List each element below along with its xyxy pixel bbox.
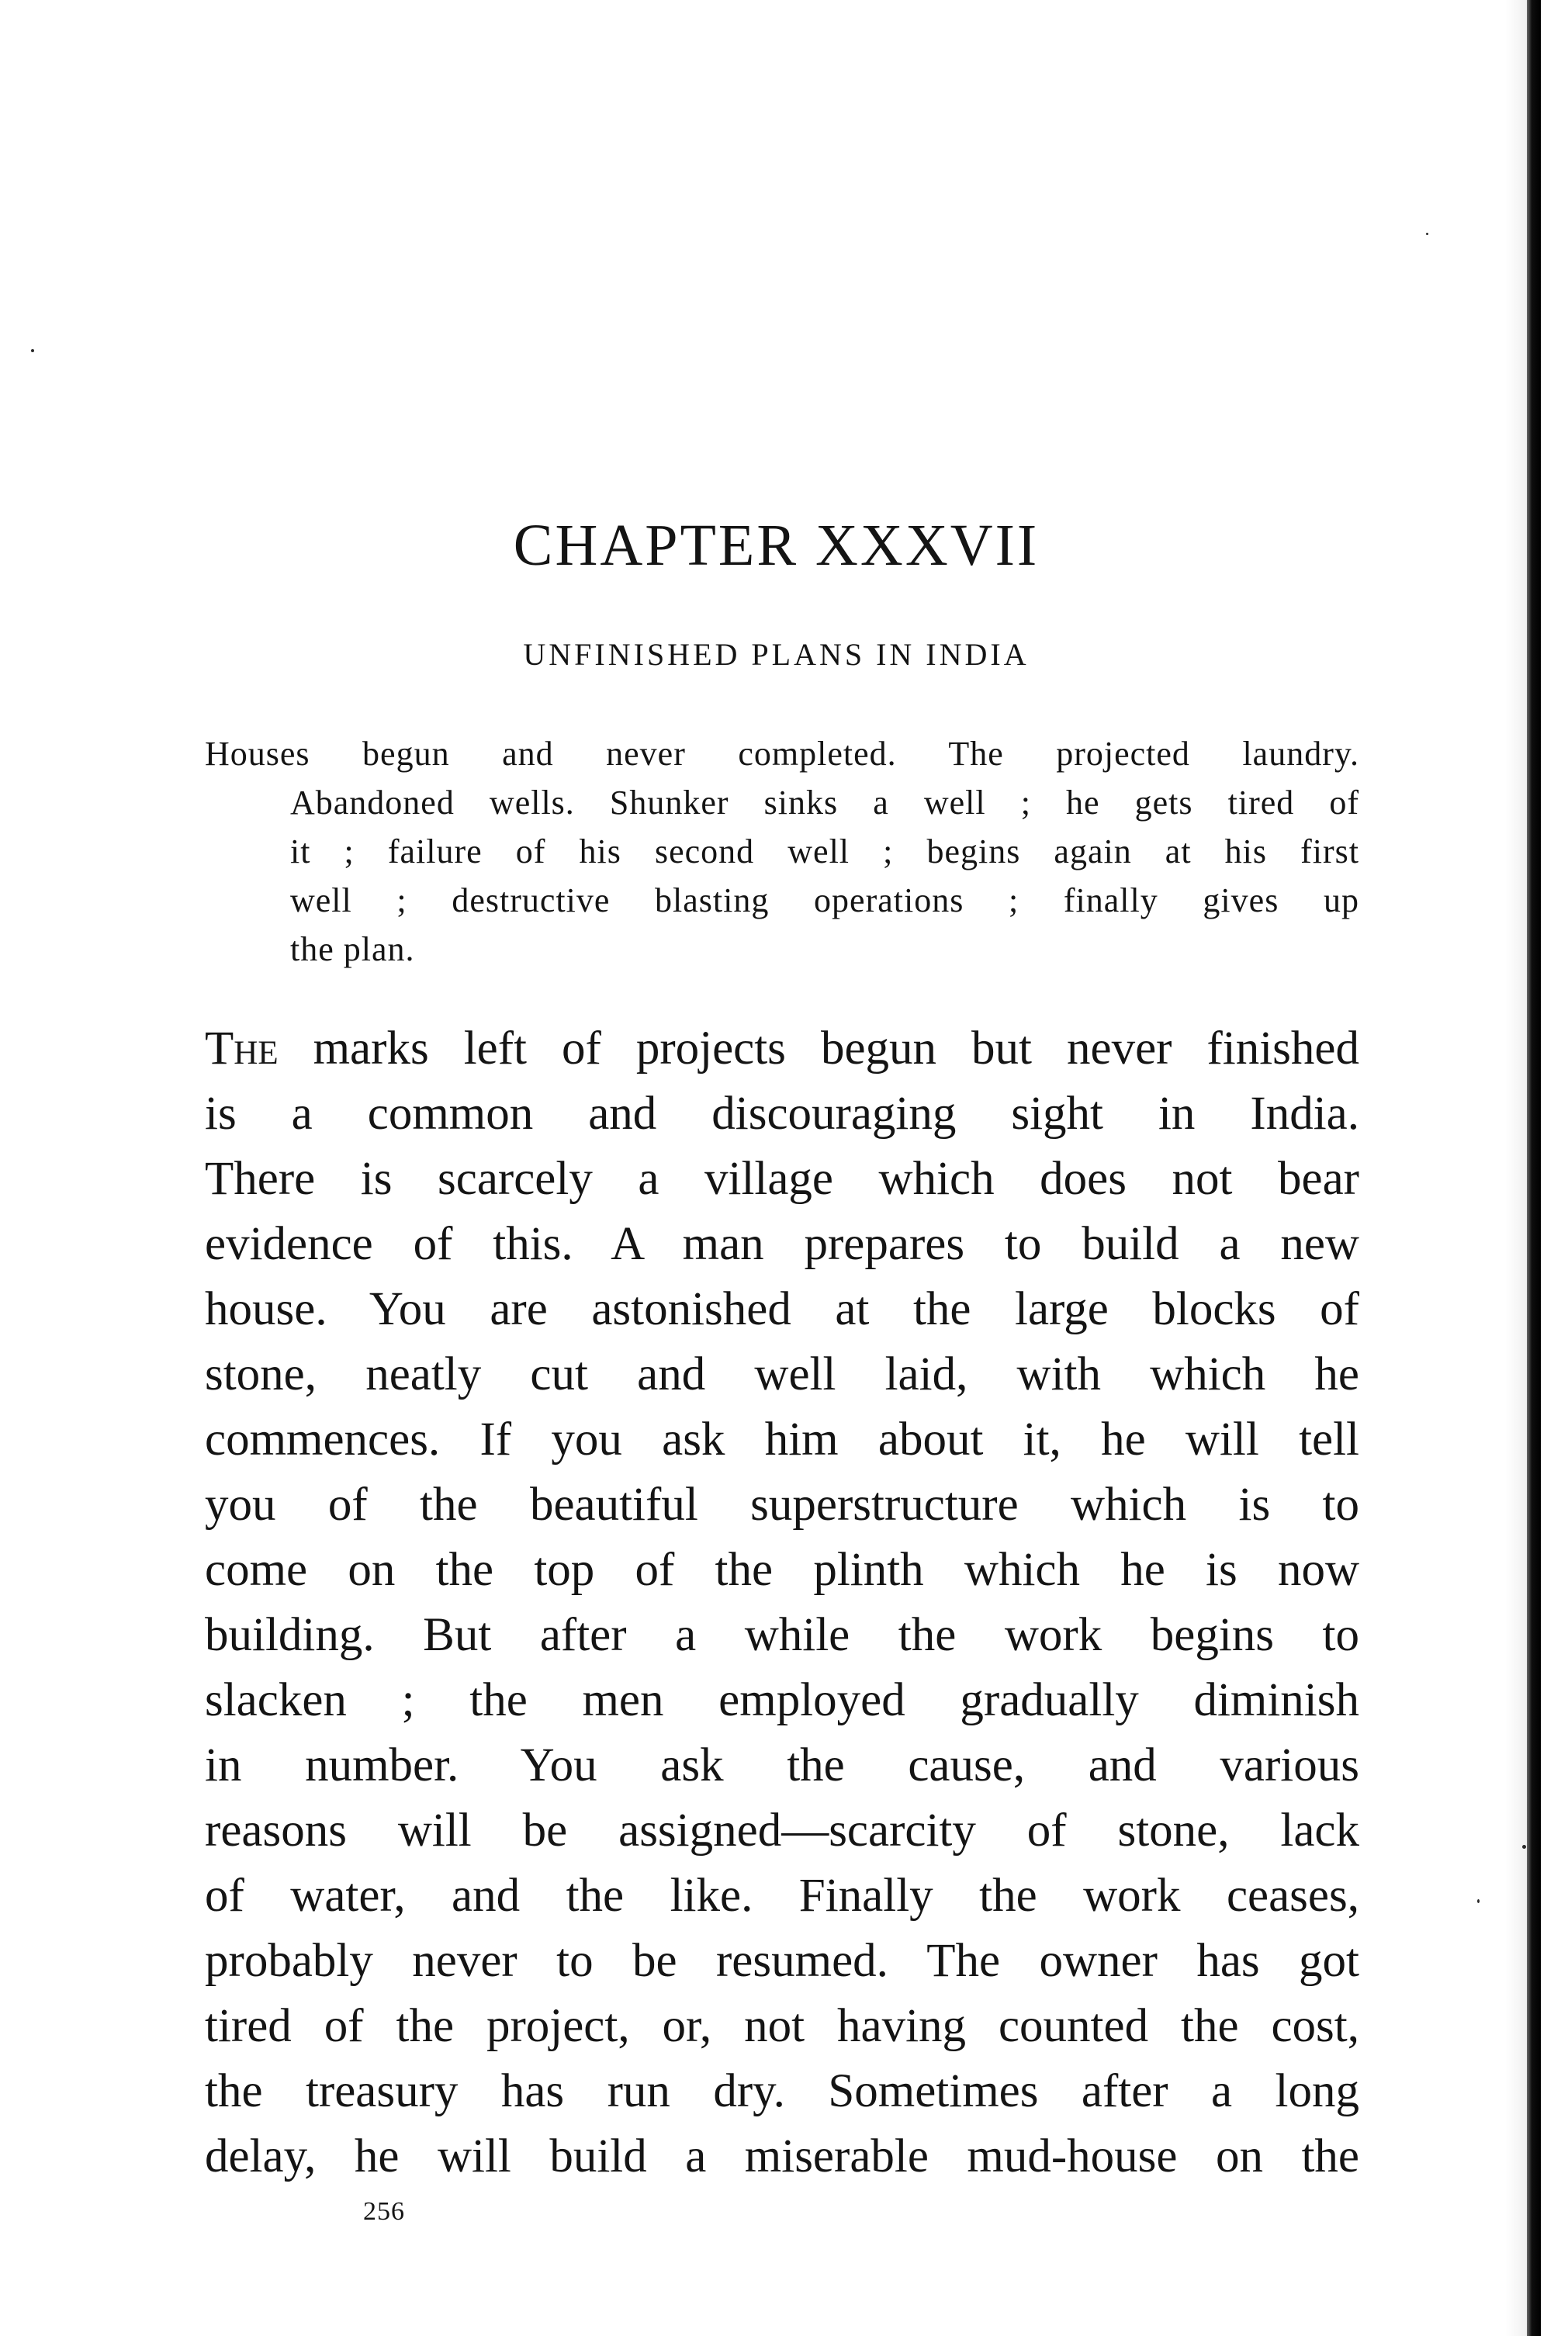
- body-line: in number. You ask the cause, and various: [205, 1739, 1359, 1791]
- body-line: evidence of this. A man prepares to build a new: [205, 1218, 1359, 1270]
- synopsis-line: it ; failure of his second well ; begins again at his first: [290, 832, 1359, 870]
- scan-speck: [1477, 1899, 1480, 1903]
- body-line: tired of the project, or, not having counted the cost,: [205, 2000, 1359, 2052]
- synopsis-line: Houses begun and never completed. The projected laundry.: [205, 735, 1359, 773]
- body-line: building. But after a while the work begins to: [205, 1609, 1359, 1661]
- body-line: commences. If you ask him about it, he will tell: [205, 1414, 1359, 1466]
- body-line: is a common and discouraging sight in India.: [205, 1088, 1359, 1140]
- body-line: reasons will be assigned—scarcity of stone, lack: [205, 1805, 1359, 1857]
- body-line: [205, 1016, 1359, 1081]
- body-line: the treasury has run dry. Sometimes after a long: [205, 2065, 1359, 2117]
- body-line: probably never to be resumed. The owner has got: [205, 1935, 1359, 1987]
- body-line: delay, he will build a miserable mud-house on the: [205, 2130, 1359, 2182]
- body-line: stone, neatly cut and well laid, with which he: [205, 1348, 1359, 1400]
- body-line: house. You are astonished at the large blocks of: [205, 1283, 1359, 1335]
- chapter-title: CHAPTER XXXVII: [513, 513, 1040, 578]
- scan-speck: [1426, 233, 1428, 235]
- chapter-synopsis: [205, 729, 1359, 974]
- synopsis-line: the plan.: [290, 930, 415, 968]
- opening-line-rest: marks left of projects begun but never finished: [278, 1023, 1359, 1075]
- body-line: come on the top of the plinth which he is now: [205, 1544, 1359, 1596]
- body-line: you of the beautiful superstructure which is to: [205, 1479, 1359, 1531]
- scan-speck: [1522, 1845, 1526, 1849]
- page-binding-edge: [1527, 0, 1541, 2336]
- synopsis-line: well ; destructive blasting operations ; finally gives up: [290, 881, 1359, 919]
- body-line: of water, and the like. Finally the work ceases,: [205, 1870, 1359, 1922]
- page-number: 256: [363, 2197, 405, 2226]
- scan-speck: [31, 349, 34, 352]
- opening-word: The: [205, 1023, 279, 1075]
- body-line: slacken ; the men employed gradually diminish: [205, 1674, 1359, 1726]
- body-text: [205, 1016, 1359, 2189]
- chapter-subtitle: UNFINISHED PLANS IN INDIA: [523, 637, 1030, 672]
- binding-shadow: [1505, 0, 1527, 2336]
- body-line: There is scarcely a village which does not bear: [205, 1153, 1359, 1205]
- synopsis-line: Abandoned wells. Shunker sinks a well ; he gets tired of: [290, 784, 1359, 822]
